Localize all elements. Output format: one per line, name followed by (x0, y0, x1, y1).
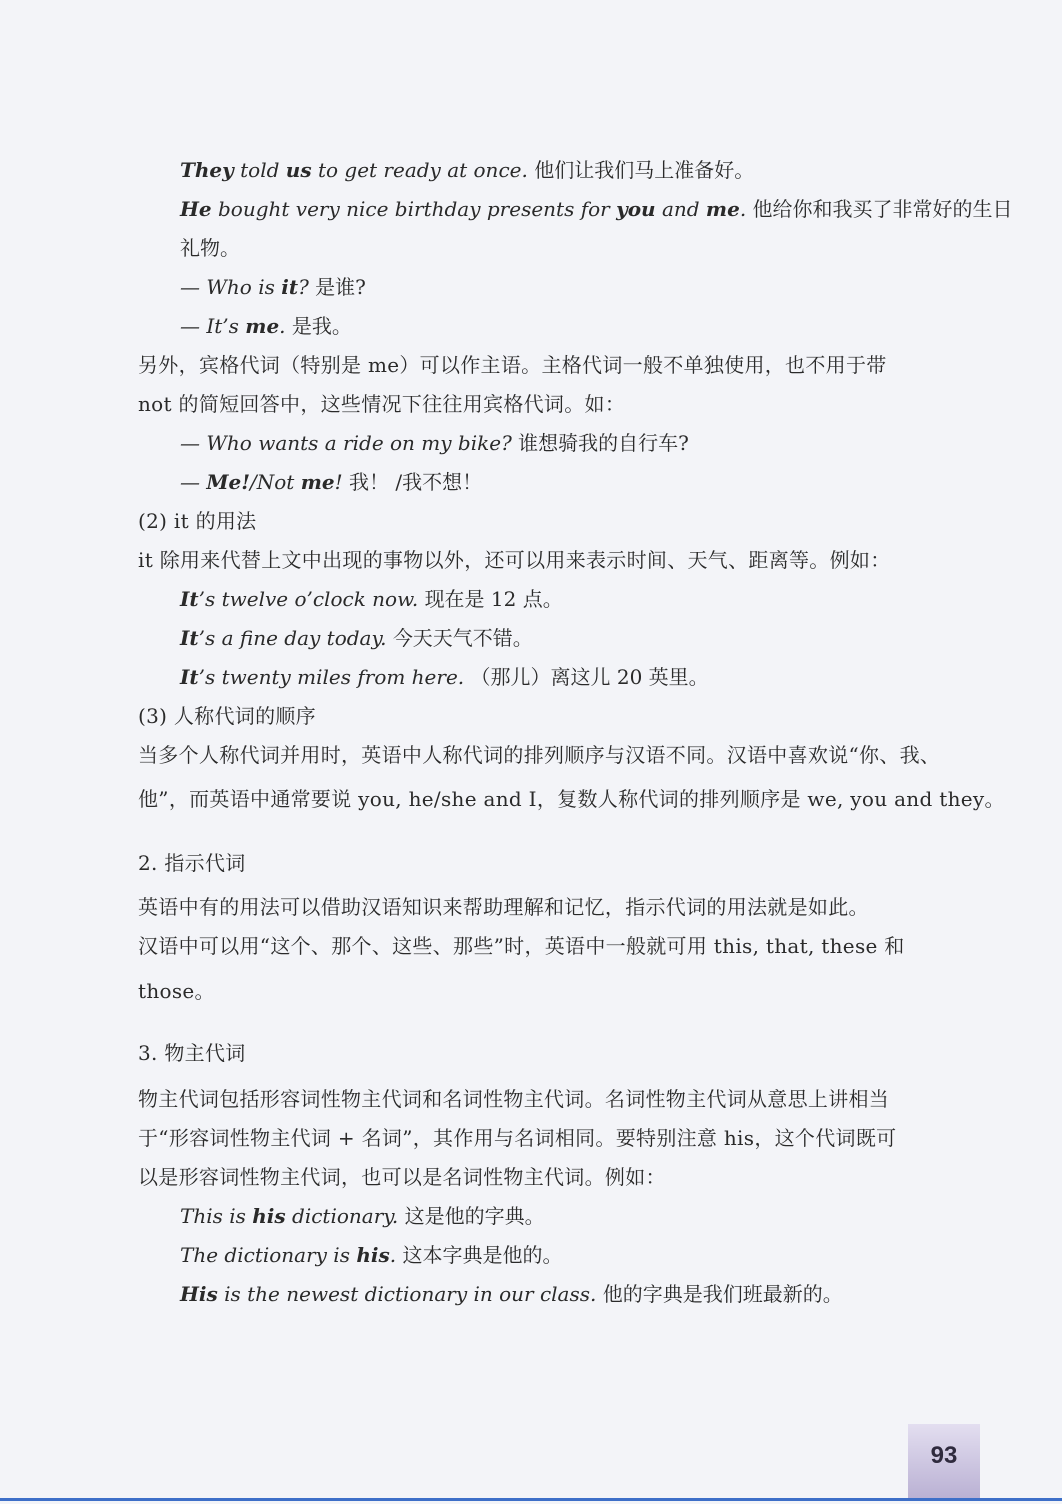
english-text: us (285, 158, 312, 182)
english-text: to get ready at once. (311, 158, 535, 182)
example-line (180, 157, 754, 183)
english-text: and (655, 197, 706, 221)
example-line (180, 664, 709, 690)
english-text: you (616, 197, 656, 221)
footer-rule (0, 1498, 1062, 1501)
paragraph-line: not 的简短回答中，这些情况下往往用宾格代词。如： (138, 392, 626, 416)
english-text: The dictionary is (180, 1243, 357, 1267)
english-text: — Who is (180, 275, 282, 299)
english-text: They (180, 158, 234, 182)
paragraph-line: it 除用来代替上文中出现的事物以外，还可以用来表示时间、天气、距离等。例如： (138, 548, 891, 572)
paragraph-line: 当多个人称代词并用时，英语中人称代词的排列顺序与汉语不同。汉语中喜欢说“你、我、 (138, 743, 941, 767)
dialogue-line (180, 274, 366, 300)
page-number-tab (908, 1424, 980, 1500)
example-line (180, 625, 533, 651)
translation-text: 谁想骑我的自行车? (518, 431, 689, 455)
paragraph-line: those。 (138, 979, 215, 1003)
english-text: ’s twelve o’clock now. (198, 587, 425, 611)
translation-text: 他给你和我买了非常好的生日 (752, 197, 1013, 221)
english-text: It (180, 626, 199, 650)
translation-text: 礼物。 (180, 236, 240, 260)
example-line (180, 586, 563, 612)
translation-text: （那儿）离这儿 20 英里。 (470, 665, 709, 689)
page-number: 93 (930, 1442, 958, 1469)
paragraph-line: 汉语中可以用“这个、那个、这些、那些”时，英语中一般就可用 this, that, these 和 (138, 934, 905, 958)
english-text: ’s twenty miles from here. (198, 665, 471, 689)
english-text: his (252, 1204, 286, 1228)
english-text: dictionary. (285, 1204, 405, 1228)
example-line (180, 196, 1013, 222)
example-line (180, 1242, 562, 1268)
paragraph-line: 他”，而英语中通常要说 you, he/she and I，复数人称代词的排列顺序是 we, you and they。 (138, 787, 1005, 811)
english-text: — Who wants a ride on my bike? (180, 431, 519, 455)
subheading-it: (2) it 的用法 (138, 509, 257, 533)
translation-text: 是谁? (315, 275, 366, 299)
dialogue-line (180, 313, 352, 339)
english-text: This is (180, 1204, 253, 1228)
english-text: He (180, 197, 212, 221)
english-text: me (245, 314, 280, 338)
english-text: It (180, 665, 199, 689)
english-text: me (705, 197, 740, 221)
translation-text: 这是他的字典。 (404, 1204, 545, 1228)
english-text: It (180, 587, 199, 611)
english-text: . (389, 1243, 403, 1267)
paragraph-line: 以是形容词性物主代词，也可以是名词性物主代词。例如： (138, 1165, 666, 1189)
example-line (180, 1281, 843, 1307)
dialogue-line (180, 469, 482, 495)
translation-text: 他们让我们马上准备好。 (534, 158, 755, 182)
english-text: Me! (206, 470, 251, 494)
subheading-order: (3) 人称代词的顺序 (138, 704, 316, 728)
translation-text: 现在是 12 点。 (424, 587, 563, 611)
english-text: . (739, 197, 753, 221)
translation-text: 今天天气不错。 (392, 626, 533, 650)
english-text: ? (298, 275, 316, 299)
paragraph-line: 另外，宾格代词（特别是 me）可以作主语。主格代词一般不单独使用，也不用于带 (138, 353, 887, 377)
example-line (180, 235, 240, 261)
dialogue-line (180, 430, 689, 456)
english-text: ! (334, 470, 349, 494)
paragraph-line: 物主代词包括形容词性物主代词和名词性物主代词。名词性物主代词从意思上讲相当 (138, 1087, 890, 1111)
english-text: bought very nice birthday presents for (211, 197, 617, 221)
english-text: told (233, 158, 286, 182)
paragraph-line: 于“形容词性物主代词 + 名词”，其作用与名词相同。要特别注意 his，这个代词既可 (138, 1126, 897, 1150)
translation-text: 是我。 (291, 314, 352, 338)
english-text: . (279, 314, 292, 338)
example-line (180, 1203, 545, 1229)
english-text: /Not (250, 470, 301, 494)
english-text: it (281, 275, 299, 299)
english-text: — (180, 470, 207, 494)
english-text: ’s a fine day today. (198, 626, 393, 650)
translation-text: 我！ /我不想！ (349, 470, 483, 494)
english-text: his (356, 1243, 390, 1267)
translation-text: 他的字典是我们班最新的。 (602, 1282, 843, 1306)
english-text: — It’s (180, 314, 246, 338)
section-heading-possessive: 3. 物主代词 (138, 1041, 246, 1065)
english-text: me (300, 470, 335, 494)
english-text: His (180, 1282, 218, 1306)
paragraph-line: 英语中有的用法可以借助汉语知识来帮助理解和记忆，指示代词的用法就是如此。 (138, 895, 869, 919)
english-text: is the newest dictionary in our class. (217, 1282, 603, 1306)
section-heading-demonstrative: 2. 指示代词 (138, 851, 246, 875)
translation-text: 这本字典是他的。 (402, 1243, 563, 1267)
